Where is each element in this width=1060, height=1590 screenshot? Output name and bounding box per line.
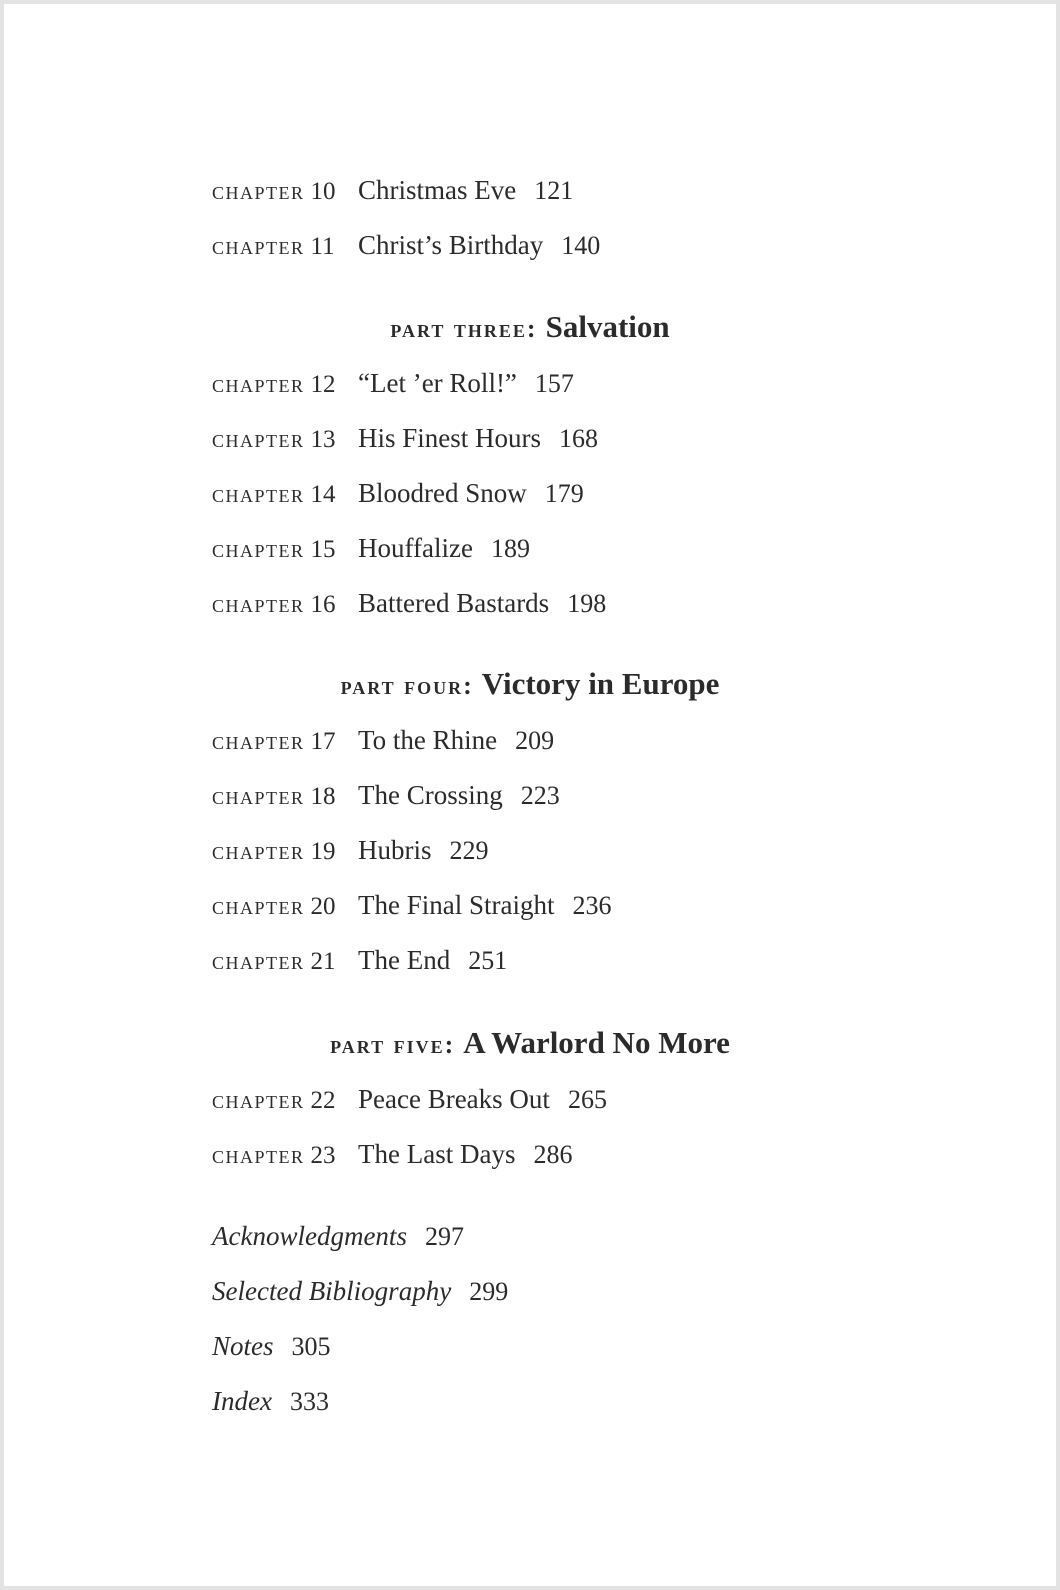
chapter-label: chapter [212,1087,305,1114]
toc-chapter-13[interactable] [212,418,598,458]
chapter-title: Battered Bastards [358,588,550,618]
back-matter-title: Index [212,1386,272,1416]
chapter-number: 20 [310,893,336,920]
chapter-page-number: 140 [561,231,601,260]
chapter-page-number: 179 [544,479,584,508]
chapter-title: The Final Straight [358,890,555,920]
chapter-page-number: 223 [520,781,560,810]
chapter-number: 14 [310,481,336,508]
chapter-label: chapter [212,481,305,508]
back-matter-title: Acknowledgments [212,1221,407,1251]
chapter-number: 23 [310,1142,336,1169]
back-matter-title: Selected Bibliography [212,1276,452,1306]
chapter-label: chapter [212,591,305,618]
chapter-page-number: 189 [490,534,530,563]
toc-chapter-10[interactable] [212,170,573,210]
toc-selected-bibliography[interactable] [212,1271,508,1311]
toc-notes[interactable] [212,1326,331,1366]
part-label: part five: [330,1030,456,1059]
chapter-label: chapter [212,371,305,398]
toc-chapter-12[interactable] [212,363,574,403]
part-title: Victory in Europe [481,666,720,701]
chapter-number: 15 [310,536,336,563]
chapter-title: The Crossing [358,780,503,810]
chapter-title: Christmas Eve [358,175,517,205]
chapter-title: Houffalize [358,533,473,563]
chapter-number: 11 [310,233,335,260]
part-four-heading [4,662,1056,706]
chapter-page-number: 168 [559,424,599,453]
chapter-page-number: 236 [572,891,612,920]
part-label: part four: [340,671,474,700]
toc-chapter-16[interactable] [212,583,606,623]
part-five-heading [4,1021,1056,1065]
chapter-title: His Finest Hours [358,423,542,453]
chapter-page-number: 157 [534,369,574,398]
toc-chapter-20[interactable] [212,885,611,925]
part-three-heading [4,305,1056,349]
chapter-number: 18 [310,783,336,810]
chapter-label: chapter [212,838,305,865]
toc-chapter-21[interactable] [212,940,507,980]
chapter-title: The Last Days [358,1139,516,1169]
back-matter-page-number: 297 [424,1222,464,1251]
chapter-number: 12 [310,371,336,398]
toc-chapter-18[interactable] [212,775,560,815]
chapter-number: 13 [310,426,336,453]
chapter-page-number: 209 [515,726,555,755]
chapter-title: Hubris [358,835,432,865]
chapter-page-number: 121 [534,176,574,205]
chapter-number: 21 [310,948,336,975]
chapter-label: chapter [212,948,305,975]
chapter-title: The End [358,945,451,975]
chapter-label: chapter [212,728,305,755]
toc-chapter-11[interactable] [212,225,600,265]
part-title: A Warlord No More [463,1025,730,1060]
toc-chapter-23[interactable] [212,1134,572,1174]
chapter-number: 19 [310,838,336,865]
toc-chapter-19[interactable] [212,830,489,870]
chapter-title: Bloodred Snow [358,478,527,508]
toc-chapter-15[interactable] [212,528,530,568]
chapter-page-number: 198 [567,589,607,618]
chapter-title: “Let ’er Roll!” [358,368,517,398]
part-label: part three: [390,314,538,343]
chapter-label: chapter [212,426,305,453]
chapter-title: To the Rhine [358,725,498,755]
chapter-title: Peace Breaks Out [358,1084,550,1114]
chapter-label: chapter [212,536,305,563]
toc-acknowledgments[interactable] [212,1216,464,1256]
back-matter-page-number: 305 [291,1332,331,1361]
chapter-label: chapter [212,893,305,920]
chapter-label: chapter [212,233,305,260]
chapter-label: chapter [212,783,305,810]
chapter-page-number: 229 [449,836,489,865]
toc-chapter-17[interactable] [212,720,554,760]
chapter-label: chapter [212,178,305,205]
chapter-page-number: 265 [567,1085,607,1114]
chapter-number: 16 [310,591,336,618]
back-matter-page-number: 333 [289,1387,329,1416]
chapter-number: 17 [310,728,336,755]
chapter-page-number: 251 [468,946,508,975]
back-matter-page-number: 299 [469,1277,509,1306]
toc-page [4,4,1056,1586]
toc-index[interactable] [212,1381,329,1421]
chapter-number: 10 [310,178,336,205]
toc-chapter-22[interactable] [212,1079,607,1119]
chapter-number: 22 [310,1087,336,1114]
toc-chapter-14[interactable] [212,473,584,513]
chapter-label: chapter [212,1142,305,1169]
back-matter-title: Notes [212,1331,274,1361]
part-title: Salvation [545,309,670,344]
chapter-title: Christ’s Birthday [358,230,544,260]
chapter-page-number: 286 [533,1140,573,1169]
